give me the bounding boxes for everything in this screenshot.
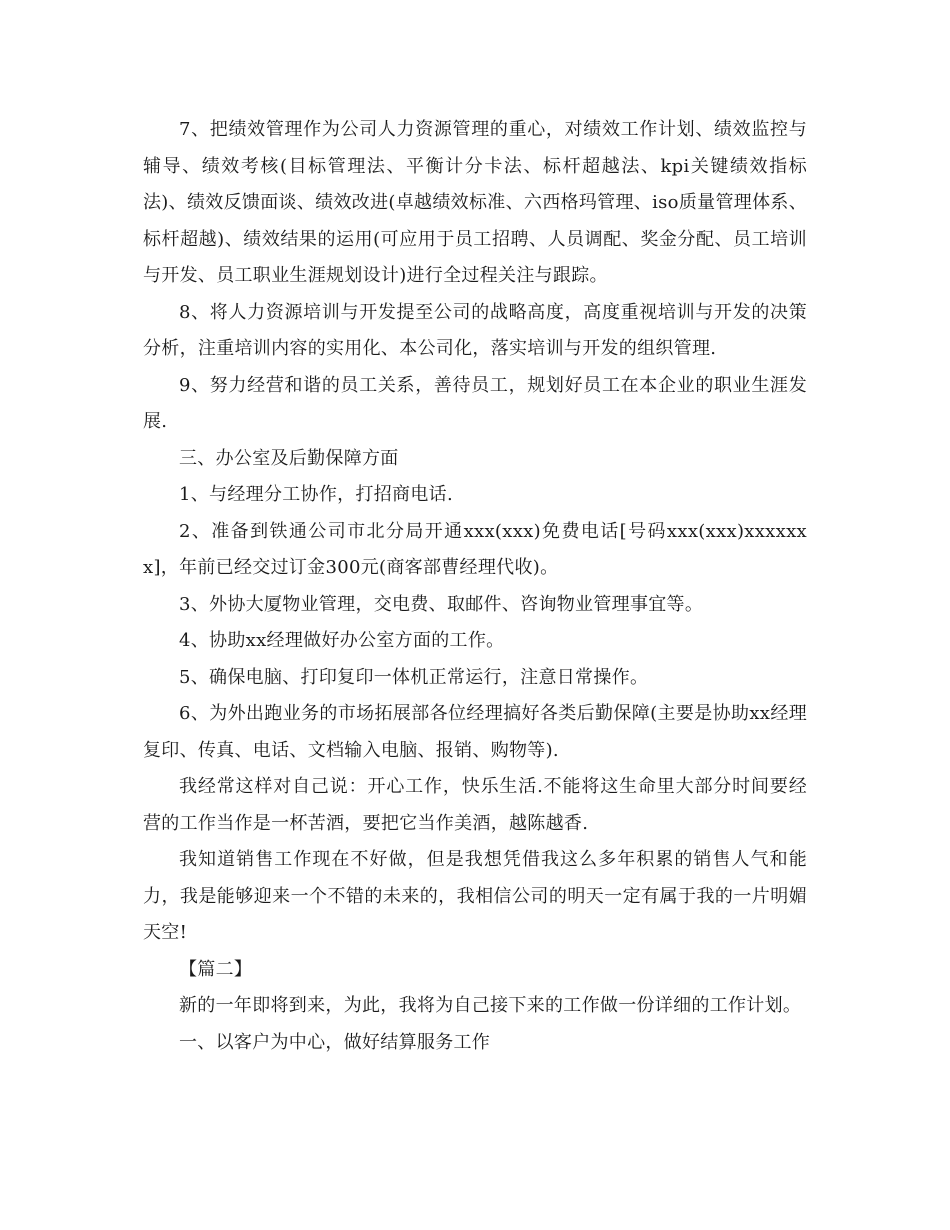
- paragraph-item-1-phone: 1、与经理分工协作，打招商电话.: [179, 484, 453, 505]
- document-body: [143, 112, 807, 1061]
- paragraph-item-7-performance: 7、把绩效管理作为公司人力资源管理的重心，对绩效工作计划、绩效监控与辅导、绩效考核(目标管理法、平衡计分卡法、标杆超越法、kpi关键绩效指标法)、绩效反馈面谈、绩效改进(卓越绩效标准、六西格玛管理、iso质量管理体系、标杆超越)、绩效结果的运用(可应用于员工招聘、人员调配、奖金分配、员工培训与开发、员工职业生涯规划设计)进行全过程关注与跟踪。: [143, 119, 807, 286]
- paragraph-intro-plan: 新的一年即将到来，为此，我将为自己接下来的工作做一份详细的工作计划。: [179, 995, 802, 1016]
- paragraph-item-3-property: 3、外协大厦物业管理，交电费、取邮件、咨询物业管理事宜等。: [179, 593, 704, 615]
- paragraph-item-4-assist: 4、协助xx经理做好办公室方面的工作。: [179, 630, 505, 651]
- paragraph-item-2-free-line: 2、准备到铁通公司市北分局开通xxx(xxx)免费电话[号码xxx(xxx)xxxxxxx]，年前已经交过订金300元(商客部曹经理代收)。: [143, 520, 807, 578]
- paragraph-item-5-equipment: 5、确保电脑、打印复印一体机正常运行，注意日常操作。: [179, 666, 649, 688]
- paragraph-motto: 我经常这样对自己说：开心工作，快乐生活.不能将这生命里大部分时间要经营的工作当作是一杯苦酒，要把它当作美酒，越陈越香.: [143, 776, 807, 834]
- section-heading-part-two: 【篇二】: [179, 958, 253, 980]
- paragraph-item-8-training: 8、将人力资源培训与开发提至公司的战略高度，高度重视培训与开发的决策分析，注重培训内容的实用化、本公司化，落实培训与开发的组织管理.: [143, 301, 807, 359]
- paragraph-item-6-logistics: 6、为外出跑业务的市场拓展部各位经理搞好各类后勤保障(主要是协助xx经理复印、传真、电话、文档输入电脑、报销、购物等).: [143, 703, 807, 761]
- paragraph-item-9-relations: 9、努力经营和谐的员工关系，善待员工，规划好员工在本企业的职业生涯发展.: [143, 374, 807, 432]
- section-heading-office: 三、办公室及后勤保障方面: [179, 447, 399, 469]
- section-heading-customer: 一、以客户为中心，做好结算服务工作: [179, 1031, 491, 1053]
- paragraph-outlook: 我知道销售工作现在不好做，但是我想凭借我这么多年积累的销售人气和能力，我是能够迎来一个不错的未来的，我相信公司的明天一定有属于我的一片明媚天空!: [143, 849, 807, 943]
